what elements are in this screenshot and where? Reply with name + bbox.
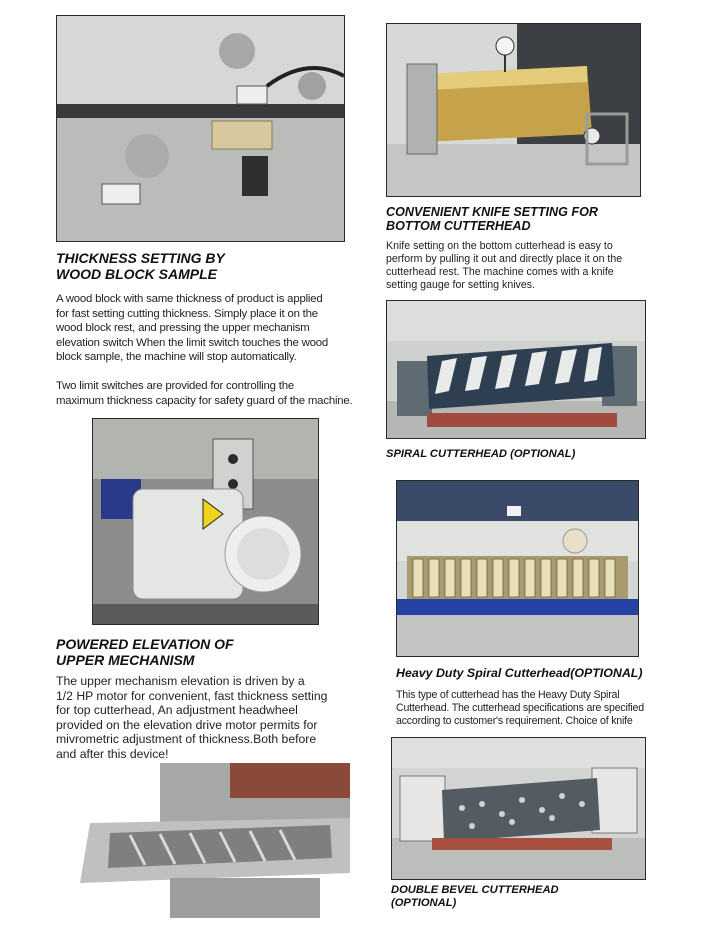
elevation-heading-line1: POWERED ELEVATION OF xyxy=(56,636,234,652)
knife-line: Knife setting on the bottom cutterhead is easy to xyxy=(386,240,613,252)
heavy-duty-heading: Heavy Duty Spiral Cutterhead(OPTIONAL) xyxy=(396,666,643,680)
heavy-duty-line: This type of cutterhead has the Heavy Duty Spiral xyxy=(396,689,620,701)
heavy-duty-line: according to customer's requirement. Choice of knife xyxy=(396,715,633,727)
elevation-line: and after this device! xyxy=(56,746,169,761)
thickness-line: Two limit switches are provided for controlling the xyxy=(56,379,294,392)
thickness-heading-line1: THICKNESS SETTING BY xyxy=(56,250,225,266)
knife-heading-line2: BOTTOM CUTTERHEAD xyxy=(386,219,531,234)
thickness-line: for fast setting cutting thickness. Simply place it on the xyxy=(56,307,318,320)
bevel-caption-line2: (OPTIONAL) xyxy=(391,897,457,909)
heavy-duty-paragraph xyxy=(396,689,656,728)
elevation-line: mivrometric adjustment of thickness.Both before xyxy=(56,732,317,747)
knife-line: setting gauge for setting knives. xyxy=(386,279,535,291)
thickness-line: maximum thickness capacity for safety guard of the machine. xyxy=(56,394,353,407)
thickness-heading-line2: WOOD BLOCK SAMPLE xyxy=(56,266,217,283)
elevation-heading-line2: UPPER MECHANISM xyxy=(56,652,195,669)
thickness-heading xyxy=(56,250,225,282)
wood-block-sample-photo xyxy=(56,15,345,242)
thickness-line: elevation switch When the limit switch touches the wood xyxy=(56,336,329,349)
double-bevel-cutterhead-photo xyxy=(391,737,646,880)
spiral-cutterhead-photo xyxy=(386,300,646,439)
cutterhead-photo-bottom-left xyxy=(70,763,350,918)
heavy-duty-cutterhead-photo xyxy=(396,480,639,657)
knife-heading-line1: CONVENIENT KNIFE SETTING FOR xyxy=(386,205,599,219)
knife-line: perform by pulling it out and directly place it on the xyxy=(386,253,623,265)
elevation-line: 1/2 HP motor for convenient, fast thickness setting xyxy=(56,688,328,703)
knife-heading xyxy=(386,205,598,234)
bevel-caption xyxy=(391,884,559,910)
thickness-line: wood block rest, and pressing the upper mechanism xyxy=(56,322,310,335)
knife-paragraph xyxy=(386,240,656,292)
bevel-caption-line1: DOUBLE BEVEL CUTTERHEAD xyxy=(391,884,559,896)
heavy-duty-line: Cutterhead. The cutterhead specifications are specified xyxy=(396,702,644,714)
elevation-motor-photo xyxy=(92,418,319,625)
spiral-caption: SPIRAL CUTTERHEAD (OPTIONAL) xyxy=(386,448,576,460)
thickness-paragraph xyxy=(56,292,366,408)
knife-line: cutterhead rest. The machine comes with a knife xyxy=(386,266,614,278)
elevation-line: for top cutterhead, An adjustment headwheel xyxy=(56,703,298,718)
elevation-paragraph xyxy=(56,674,356,762)
elevation-line: provided on the elevation drive motor permits for xyxy=(56,717,318,732)
elevation-line: The upper mechanism elevation is driven by a xyxy=(56,674,305,688)
thickness-line: block sample, the machine will stop automatically. xyxy=(56,351,297,364)
thickness-line: A wood block with same thickness of product is applied xyxy=(56,293,323,305)
elevation-heading xyxy=(56,636,234,668)
knife-setting-photo xyxy=(386,23,641,197)
